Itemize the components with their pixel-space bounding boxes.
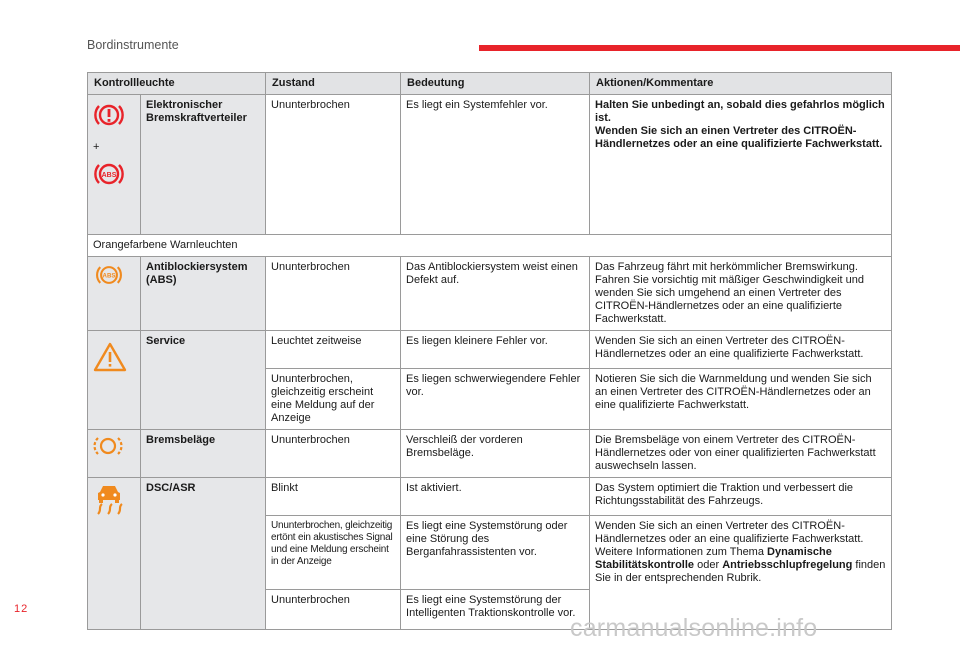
- orange-section-label: Orangefarbene Warnleuchten: [88, 235, 892, 257]
- brake-pads-state: Ununterbrochen: [266, 430, 401, 478]
- page-number: 12: [14, 603, 29, 615]
- dsc-action-2: [590, 516, 892, 630]
- service-meaning-2: Es liegen schwerwiegendere Fehler vor.: [401, 369, 590, 430]
- brake-pads-name: Bremsbeläge: [141, 430, 266, 478]
- dsc-state-2: Ununterbrochen, gleichzeitig ertönt ein akustisches Signal und eine Meldung erscheint in der Anzeige: [266, 516, 401, 590]
- svg-text:ABS: ABS: [101, 172, 117, 179]
- column-header-zustand: Zustand: [266, 73, 401, 95]
- ebv-icons-cell: [88, 95, 141, 235]
- brake-pads-meaning: Verschleiß der vorderen Bremsbeläge.: [401, 430, 590, 478]
- dsc-state-1: Blinkt: [266, 478, 401, 516]
- service-name: Service: [141, 331, 266, 430]
- abs-orange-icon: [93, 272, 125, 292]
- service-state-2: Ununterbrochen, gleichzeitig erscheint eine Meldung auf der Anzeige: [266, 369, 401, 430]
- dsc-icon-cell: [88, 478, 141, 630]
- dsc-meaning-2: Es liegt eine Systemstörung oder eine Störung des Berganfahrassistenten vor.: [401, 516, 590, 590]
- abs-icon-cell: [88, 257, 141, 331]
- dsc-action-text-3: finden Sie in der entsprechenden Rubrik.: [595, 559, 886, 584]
- abs-name: Antiblockiersystem (ABS): [141, 257, 266, 331]
- section-title: Bordinstrumente: [87, 38, 179, 52]
- svg-text:ABS: ABS: [102, 272, 116, 280]
- brake-warning-red-icon: [93, 122, 125, 134]
- service-icon-cell: [88, 331, 141, 430]
- watermark: carmanualsonline.info: [570, 614, 818, 642]
- column-header-kontrollleuchte: Kontrollleuchte: [88, 73, 266, 95]
- skidding-car-icon: [93, 507, 125, 519]
- column-header-bedeutung: Bedeutung: [401, 73, 590, 95]
- column-header-aktionen: Aktionen/Kommentare: [590, 73, 892, 95]
- table-row: [88, 235, 892, 257]
- abs-meaning: Das Antiblockiersystem weist einen Defekt auf.: [401, 257, 590, 331]
- brake-pads-icon: [93, 449, 123, 461]
- table-row: [88, 478, 892, 516]
- abs-state: Ununterbrochen: [266, 257, 401, 331]
- header-accent-bar: [479, 45, 960, 51]
- ebv-meaning: Es liegt ein Systemfehler vor.: [401, 95, 590, 235]
- ebv-state: Ununterbrochen: [266, 95, 401, 235]
- service-state-1: Leuchtet zeitweise: [266, 331, 401, 369]
- table-row: [88, 95, 892, 235]
- abs-action: Das Fahrzeug fährt mit herkömmlicher Bremswirkung. Fahren Sie vorsichtig mit mäßiger Geschwindigkeit und wenden Sie sich umgehend an einen Vertreter des CITROËN-Händlernetzes oder an eine qualifizierte Fachwerkstatt.: [590, 257, 892, 331]
- plus-sign: +: [93, 141, 100, 153]
- service-meaning-1: Es liegen kleinere Fehler vor.: [401, 331, 590, 369]
- ebv-action: Halten Sie unbedingt an, sobald dies gefahrlos möglich ist. Wenden Sie sich an einen Vertreter des CITROËN-Händlernetzes oder an eine qualifizierte Fachwerkstatt.: [590, 95, 892, 235]
- dsc-meaning-1: Ist aktiviert.: [401, 478, 590, 516]
- warning-lights-table: [87, 72, 892, 630]
- service-action-1: Wenden Sie sich an einen Vertreter des CITROËN-Händlernetzes oder an eine qualifizierte Fachwerkstatt.: [590, 331, 892, 369]
- dsc-action-text-1: Wenden Sie sich an einen Vertreter des CITROËN-Händlernetzes oder an eine qualifizierte Fachwerkstatt. Weitere Informationen zum Thema: [595, 520, 864, 558]
- table-row: [88, 430, 892, 478]
- table-header-row: [88, 73, 892, 95]
- dsc-action-text-2: oder: [694, 559, 723, 571]
- abs-red-icon: [93, 172, 125, 193]
- dsc-name: DSC/ASR: [141, 478, 266, 630]
- ebv-name: Elektronischer Bremskraftverteiler: [141, 95, 266, 235]
- table-row: [88, 331, 892, 369]
- dsc-state-3: Ununterbrochen: [266, 590, 401, 630]
- brake-pads-icon-cell: [88, 430, 141, 478]
- dsc-action-bold-1: Dynamische Stabilitätskontrolle: [595, 546, 832, 571]
- dsc-action-bold-2: Antriebsschlupfregelung: [722, 559, 853, 571]
- service-action-2: Notieren Sie sich die Warnmeldung und wenden Sie sich an einen Vertreter des CITROËN-Händlernetzes oder an eine qualifizierte Fachwerkstatt.: [590, 369, 892, 430]
- table-row: [88, 257, 892, 331]
- brake-pads-action: Die Bremsbeläge von einem Vertreter des CITROËN-Händlernetzes oder von einer qualifizierten Fachwerkstatt auswechseln lassen.: [590, 430, 892, 478]
- dsc-action-1: Das System optimiert die Traktion und verbessert die Richtungsstabilität des Fahrzeugs.: [590, 478, 892, 516]
- dsc-meaning-3: Es liegt eine Systemstörung der Intelligenten Traktionskontrolle vor.: [401, 590, 590, 630]
- warning-triangle-icon: [93, 364, 127, 376]
